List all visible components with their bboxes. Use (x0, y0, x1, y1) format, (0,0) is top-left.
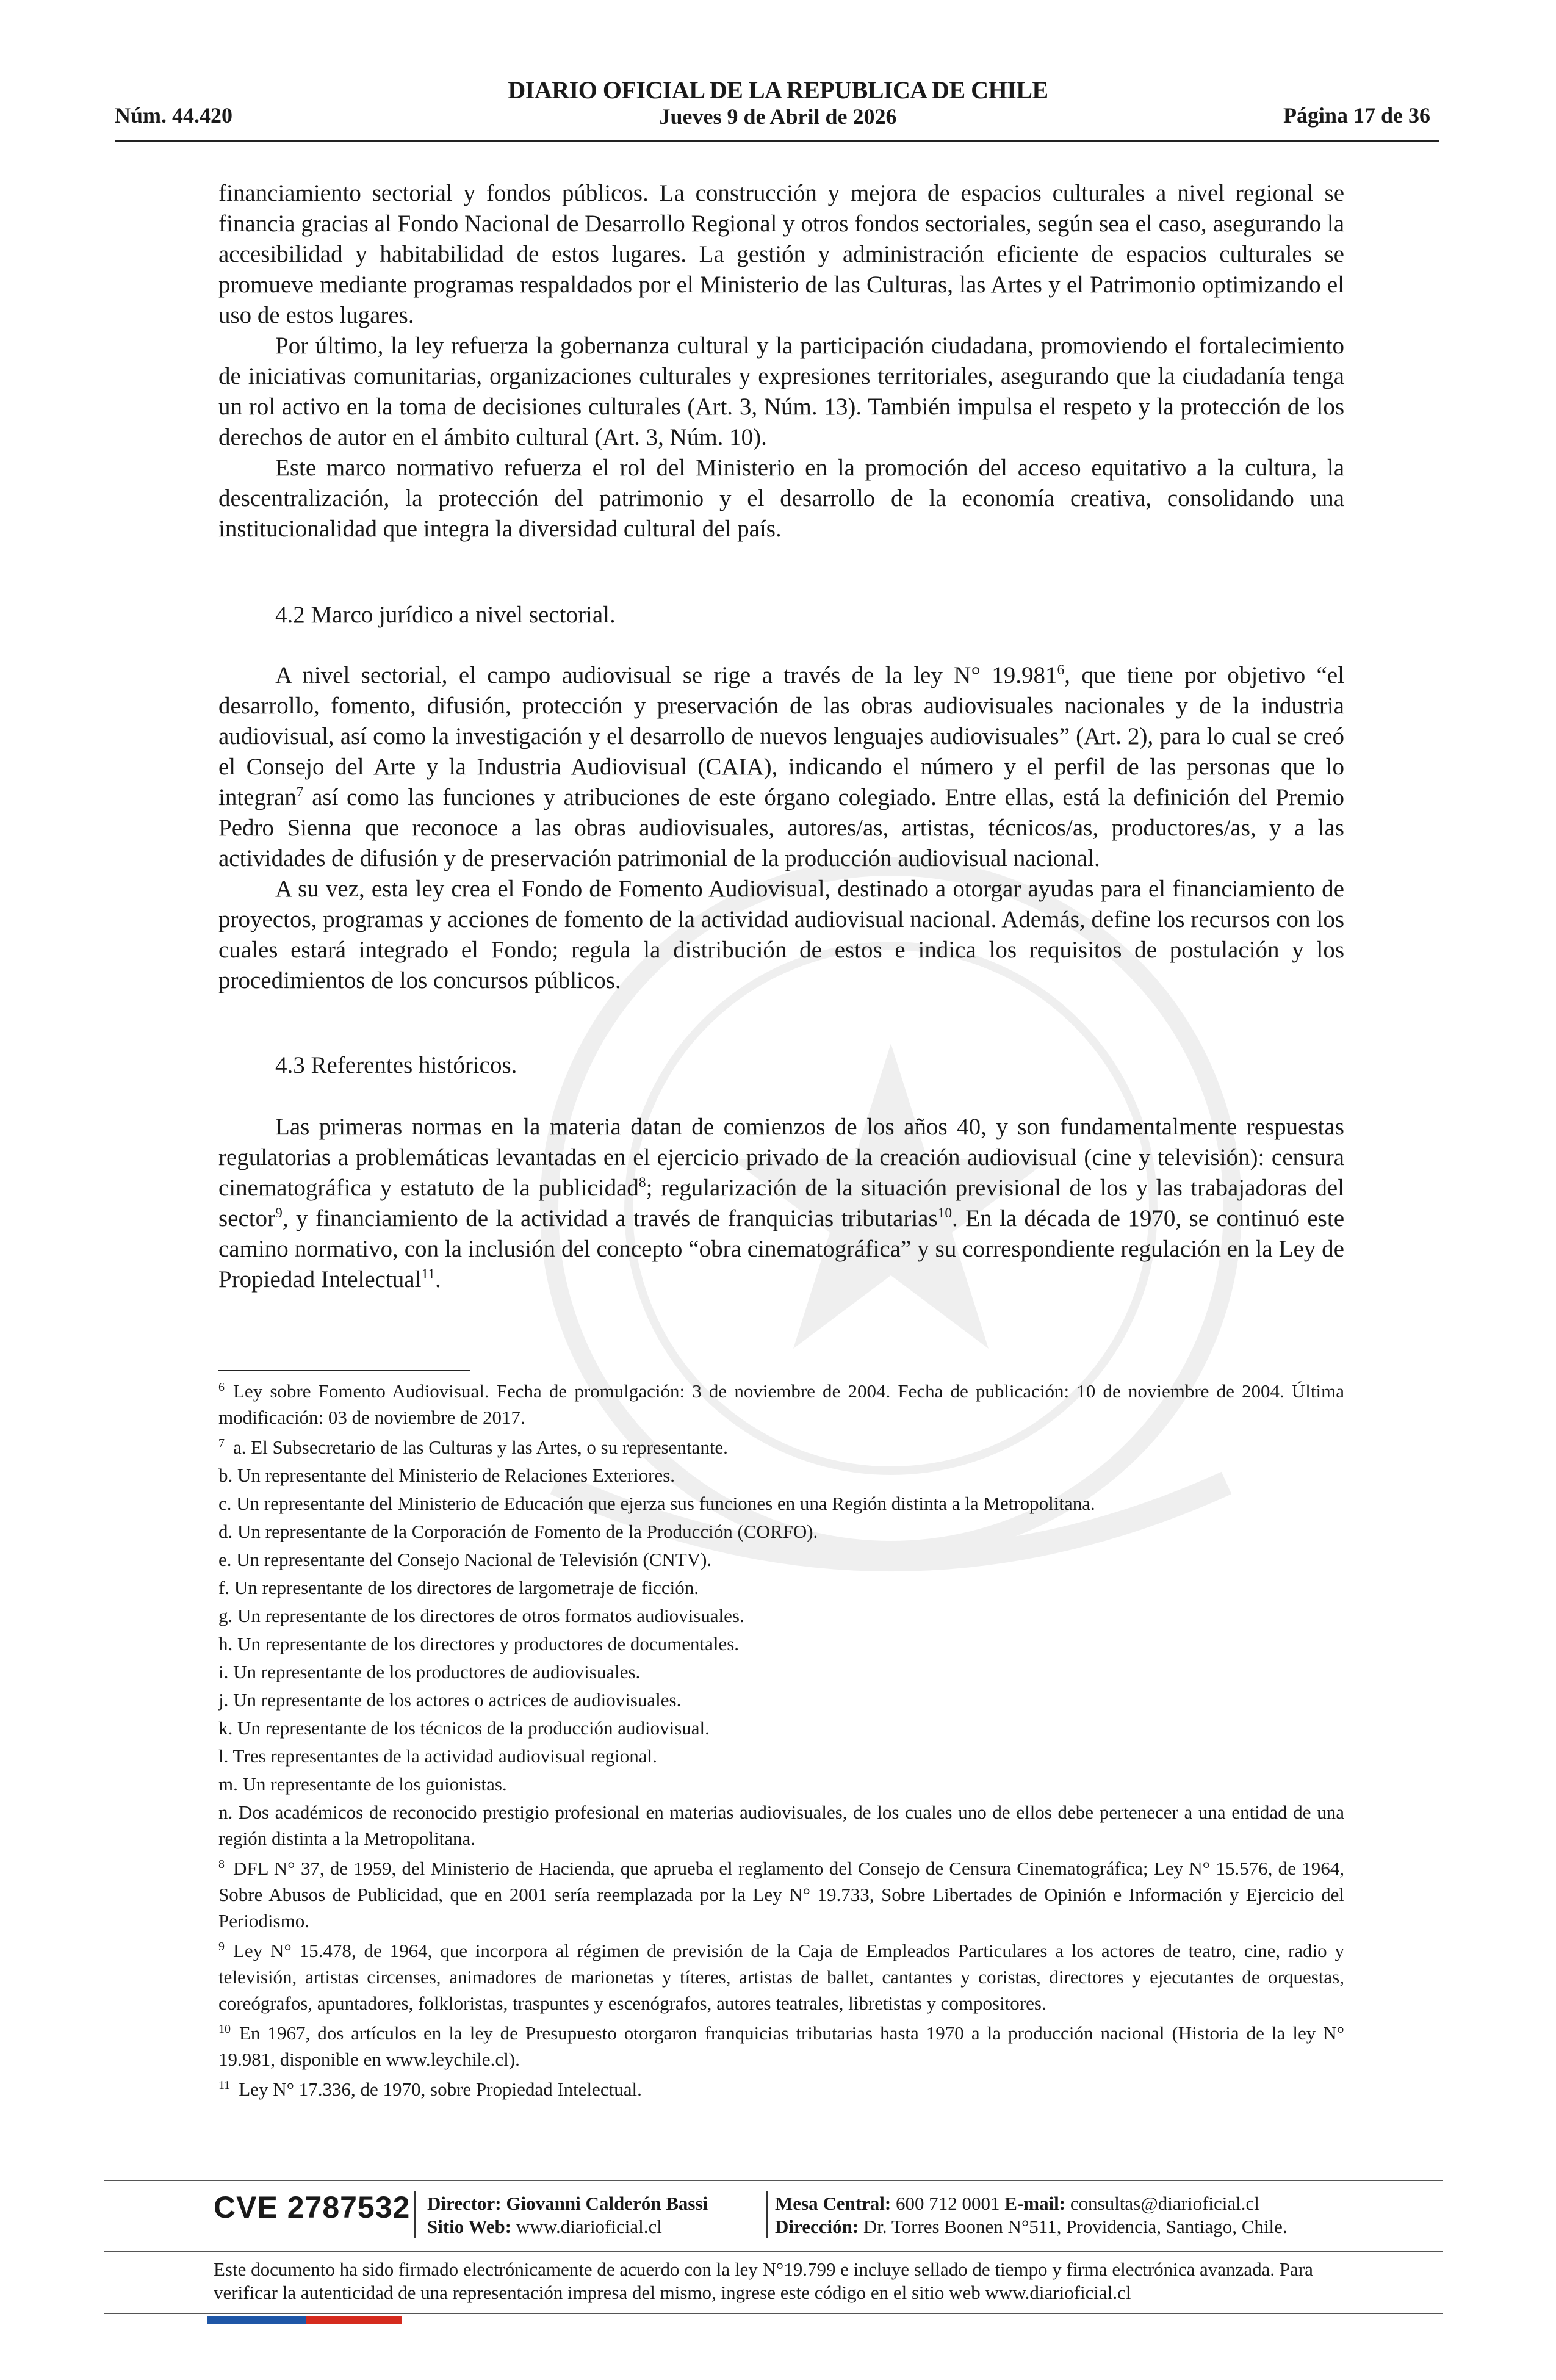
footnote-7-item: c. Un representante del Ministerio de Educación que ejerza sus funciones en una Región distinta a la Metropolitana. (218, 1493, 1095, 1514)
footnote-7-item: d. Un representante de la Corporación de Fomento de la Producción (CORFO). (218, 1521, 818, 1542)
header-divider (115, 140, 1439, 142)
footer-director-block: Director: Giovanni Calderón Bassi Sitio Web: www.diarioficial.cl (427, 2193, 708, 2237)
footnote-7-item: h. Un representante de los directores y productores de documentales. (218, 1633, 740, 1654)
page-number: Página 17 de 36 (1283, 103, 1430, 128)
footnote-11: $^{11}$ Ley N° 17.336, de 1970, sobre Propiedad Intelectual. (218, 2078, 642, 2100)
footnote-9: $^9$ Ley N° 15.478, de 1964, que incorpora al régimen de previsión de la Caja de Empleados Particulares a los actores de teatro, cine, radio y televisión, artistas circenses, animadores de marionetas y títeres, artistas de ballet, cantantes y coristas, directores y ejecutantes de orquestas, coreógrafos, apuntadores, folkloristas, traspuntes y escenógrafos, autores teatrales, libretistas y compositores. (218, 1939, 1344, 2014)
footer-divider-bottom (104, 2313, 1443, 2314)
footnote-divider (218, 1370, 470, 1371)
email-link[interactable]: consultas@diarioficial.cl (1070, 2193, 1259, 2214)
footnote-8: $^8$ DFL N° 37, de 1959, del Ministerio de Hacienda, que aprueba el reglamento del Consejo de Censura Cinematográfica; Ley N° 15.576, de 1964, Sobre Abusos de Publicidad, que en 2001 sería reemplazada por la Ley N° 19.733, Sobre Libertades de Opinión e Información y Ejercicio del Periodismo. (218, 1857, 1344, 1931)
address: Dr. Torres Boonen N°511, Providencia, Santiago, Chile. (863, 2216, 1288, 2237)
website-link[interactable]: www.diarioficial.cl (516, 2216, 662, 2237)
paragraph-3: Este marco normativo refuerza el rol del Ministerio en la promoción del acceso equitativo a la cultura, la descentralización, la protección del patrimonio y el desarrollo de la economía creativa, consolidando una institucionalidad que integra la diversidad cultural del país. (218, 455, 1344, 542)
footnote-7: $^7$ a. El Subsecretario de las Culturas y las Artes, o su representante. (218, 1436, 728, 1458)
footnote-ref-11[interactable]: 11 (421, 1266, 435, 1282)
footnote-7-item: b. Un representante del Ministerio de Relaciones Exteriores. (218, 1465, 675, 1486)
paragraph-5: A su vez, esta ley crea el Fondo de Fomento Audiovisual, destinado a otorgar ayudas para el financiamiento de proyectos, programas y acciones de fomento de la actividad audiovisual nacional. Además, define los recursos con los cuales estará integrado el Fondo; regula la distribución de estos e indica los requisitos de postulación y los procedimientos de los concursos públicos. (218, 876, 1344, 993)
footnotes (218, 1378, 1344, 2104)
footnote-ref-9[interactable]: 9 (275, 1205, 283, 1221)
footnote-ref-7[interactable]: 7 (296, 784, 304, 800)
footnote-7-item: e. Un representante del Consejo Nacional de Televisión (CNTV). (218, 1549, 712, 1570)
publication-title: DIARIO OFICIAL DE LA REPUBLICA DE CHILE (508, 76, 1048, 104)
publication-date: Jueves 9 de Abril de 2026 (659, 104, 897, 129)
footnote-7-item: g. Un representante de los directores de otros formatos audiovisuales. (218, 1605, 744, 1626)
paragraph-2: Por último, la ley refuerza la gobernanza cultural y la participación ciudadana, promoviendo el fortalecimiento de iniciativas comunitarias, organizaciones culturales y expresiones territoriales, asegurando que la ciudadanía tenga un rol activo en la toma de decisiones culturales (Art. 3, Núm. 13). También impulsa el respeto y la protección de los derechos de autor en el ámbito cultural (Art. 3, Núm. 10). (218, 333, 1344, 450)
section-heading-4-3: 4.3 Referentes históricos. (275, 1052, 517, 1078)
footer-divider-top (104, 2180, 1443, 2181)
issue-number: Núm. 44.420 (115, 103, 233, 128)
footnote-6: $^6$ Ley sobre Fomento Audiovisual. Fecha de promulgación: 3 de noviembre de 2004. Fecha de publicación: 10 de noviembre de 2004. Última modificación: 03 de noviembre de 2017. (218, 1380, 1344, 1428)
footer-separator (414, 2191, 416, 2238)
cve-code: CVE 2787532 (214, 2190, 411, 2224)
footnote-10: $^{10}$ En 1967, dos artículos en la ley de Presupuesto otorgaron franquicias tributarias hasta 1970 a la producción nacional (Historia de la ley N° 19.981, disponible en www.leychile.cl). (218, 2022, 1344, 2070)
body-block-1 (218, 178, 1344, 544)
body-block-3 (218, 1112, 1344, 1295)
footer-contact-block: Mesa Central: 600 712 0001 E-mail: consultas@diarioficial.cl Dirección: Dr. Torres Boonen N°511, Providencia, Santiago, Chile. (775, 2193, 1288, 2237)
footnote-7-item: n. Dos académicos de reconocido prestigio profesional en materias audiovisuales, de los cuales uno de ellos debe pertenecer a una entidad de una región distinta a la Metropolitana. (218, 1801, 1344, 1849)
footnote-7-item: i. Un representante de los productores de audiovisuales. (218, 1661, 641, 1682)
footer-divider-middle (104, 2251, 1443, 2252)
footnote-ref-6[interactable]: 6 (1057, 662, 1065, 678)
flag-stripe-blue (207, 2316, 306, 2324)
director-name: Giovanni Calderón Bassi (506, 2193, 708, 2214)
footer-separator (766, 2191, 768, 2238)
paragraph-6: Las primeras normas en la materia datan de comienzos de los años 40, y son fundamentalmente respuestas regulatorias a problemáticas levantadas en el ejercicio privado de la creación audiovisual (cine y televisión): censura cinematográfica y estatuto de la publicidad$^8$; regularización de la situación previsional de los y las trabajadoras del sector$^9$, y financiamiento de la actividad a través de franquicias tributarias$^{10}$. En la década de 1970, se continuó este camino normativo, con la inclusión del concepto “obra cinematográfica” y su correspondiente regulación en la Ley de Propiedad Intelectual$^{11}$. (218, 1114, 1345, 1293)
paragraph-4: A nivel sectorial, el campo audiovisual se rige a través de la ley N° 19.981$^6$, que tiene por objetivo “el desarrollo, fomento, difusión, protección y preservación de las obras audiovisuales nacionales y de la industria audiovisual, así como la investigación y el desarrollo de nuevos lenguajes audiovisuales” (Art. 2), para lo cual se creó el Consejo del Arte y la Industria Audiovisual (CAIA), indicando el número y el perfil de las personas que lo integran$^7$ así como las funciones y atribuciones de este órgano colegiado. Entre ellas, está la definición del Premio Pedro Sienna que reconoce a las obras audiovisuales, autores/as, artistas, técnicos/as, productores/as, y a las actividades de difusión y de preservación patrimonial de la producción audiovisual nacional. (218, 662, 1344, 871)
footnote-7-item: m. Un representante de los guionistas. (218, 1773, 507, 1795)
body-block-2 (218, 660, 1344, 996)
footnote-7-item: k. Un representante de los técnicos de la producción audiovisual. (218, 1717, 710, 1739)
paragraph-1: financiamiento sectorial y fondos públicos. La construcción y mejora de espacios culturales a nivel regional se financia gracias al Fondo Nacional de Desarrollo Regional y otros fondos sectoriales, según sea el caso, asegurando la accesibilidad y habitabilidad de estos lugares. La gestión y administración eficiente de espacios culturales se promueve mediante programas respaldados por el Ministerio de las Culturas, las Artes y el Patrimonio optimizando el uso de estos lugares. (218, 180, 1344, 328)
footnote-7-item: l. Tres representantes de la actividad audiovisual regional. (218, 1745, 657, 1767)
section-heading-4-2: 4.2 Marco jurídico a nivel sectorial. (275, 602, 616, 628)
signature-notice: Este documento ha sido firmado electrónicamente de acuerdo con la ley N°19.799 e incluye sellado de tiempo y firma electrónica avanzada. Para verificar la autenticidad de una representación impresa del mismo, ingrese este código en el sitio web www.diarioficial.cl (214, 2259, 1313, 2303)
footnote-ref-10[interactable]: 10 (937, 1205, 953, 1221)
phone-number: 600 712 0001 (896, 2193, 1000, 2214)
footnote-7-item: f. Un representante de los directores de largometraje de ficción. (218, 1577, 699, 1598)
footnote-7-item: j. Un representante de los actores o actrices de audiovisuales. (218, 1689, 682, 1711)
flag-stripe-red (306, 2316, 402, 2324)
footnote-ref-8[interactable]: 8 (638, 1175, 646, 1191)
